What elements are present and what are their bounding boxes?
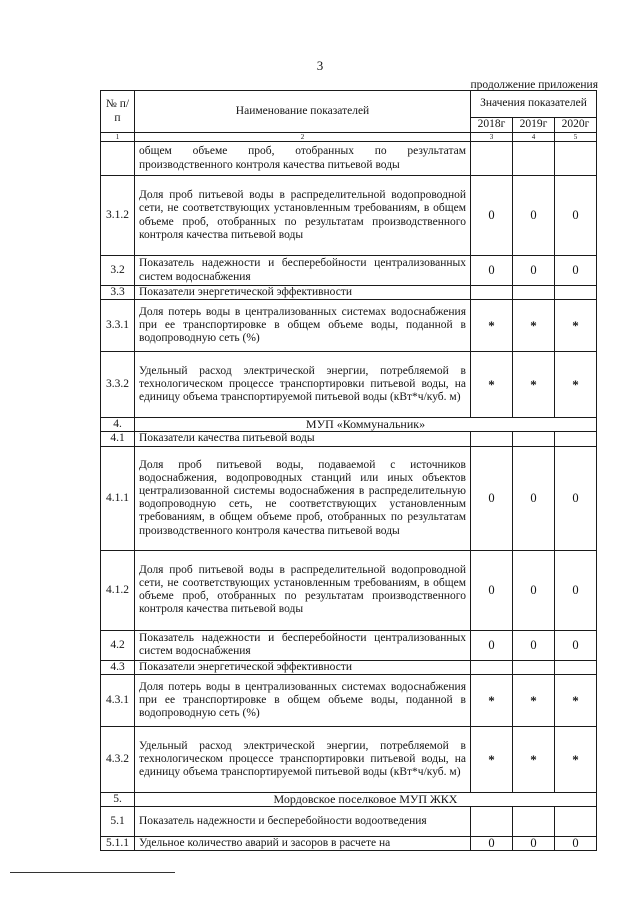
indicator-value: 0 bbox=[471, 837, 513, 851]
table-row bbox=[101, 807, 597, 837]
indicator-name: Доля проб питьевой воды в распределительной водопроводной сети, не соответствующих установленным требованиям, в общем объеме проб, отобранных по результатам производственного контроля качества питьевой воды bbox=[135, 550, 471, 630]
header-values: Значения показателей bbox=[471, 91, 597, 118]
indicator-name: Показатели энергетической эффективности bbox=[135, 660, 471, 674]
row-number: 3.3 bbox=[101, 286, 135, 300]
indicator-value: 0 bbox=[471, 256, 513, 286]
table-body bbox=[101, 142, 597, 851]
indicator-value bbox=[471, 142, 513, 176]
index-cell: 4 bbox=[513, 133, 555, 142]
row-number: 4.1.2 bbox=[101, 550, 135, 630]
indicator-name: Доля проб питьевой воды, подаваемой с источников водоснабжения, водопроводных станций или иных объектов централизованной системы водоснабжения в распределительную водопроводную сеть, не соответствующих установленным требованиям, в общем объеме проб, отобранных по результатам производственного контроля качества питьевой воды bbox=[135, 446, 471, 550]
table-row bbox=[101, 352, 597, 418]
indicator-value: 0 bbox=[513, 630, 555, 660]
indicator-value: * bbox=[555, 300, 597, 352]
indicator-value bbox=[471, 807, 513, 837]
index-cell: 1 bbox=[101, 133, 135, 142]
indicator-value: 0 bbox=[471, 446, 513, 550]
row-number: 5.1 bbox=[101, 807, 135, 837]
index-cell: 5 bbox=[555, 133, 597, 142]
indicator-name: Удельный расход электрической энергии, потребляемой в технологическом процессе транспортировки питьевой воды, на единицу объема транспортируемой питьевой воды (кВт*ч/куб. м) bbox=[135, 726, 471, 792]
indicator-value bbox=[513, 807, 555, 837]
indicator-name: Доля потерь воды в централизованных системах водоснабжения при ее транспортировке в общем объеме воды, поданной в водопроводную сеть (%) bbox=[135, 300, 471, 352]
indicator-value bbox=[513, 286, 555, 300]
indicator-value bbox=[513, 660, 555, 674]
header-year-2018: 2018г bbox=[471, 118, 513, 133]
row-number: 4.1 bbox=[101, 432, 135, 446]
indicator-value: * bbox=[513, 726, 555, 792]
indicator-name: Показатель надежности и бесперебойности централизованных систем водоснабжения bbox=[135, 630, 471, 660]
indicator-name: Доля потерь воды в централизованных системах водоснабжения при ее транспортировке в общем объеме воды, поданной в водопроводную сеть (%) bbox=[135, 674, 471, 726]
indicators-table-wrapper bbox=[100, 90, 596, 851]
continuation-note: продолжение приложения bbox=[470, 79, 598, 91]
row-number: 3.1.2 bbox=[101, 176, 135, 256]
table-row bbox=[101, 256, 597, 286]
indicator-value: 0 bbox=[555, 256, 597, 286]
indicator-value: * bbox=[555, 352, 597, 418]
organization-name: МУП «Коммунальник» bbox=[135, 418, 597, 432]
indicator-value: 0 bbox=[513, 446, 555, 550]
indicator-value bbox=[471, 286, 513, 300]
index-cell: 3 bbox=[471, 133, 513, 142]
indicator-name: Доля проб питьевой воды в распределительной водопроводной сети, не соответствующих установленным требованиям, в общем объеме проб, отобранных по результатам производственного контроля качества питьевой воды bbox=[135, 176, 471, 256]
indicator-value bbox=[471, 432, 513, 446]
indicator-name: Показатели энергетической эффективности bbox=[135, 286, 471, 300]
indicator-value: 0 bbox=[471, 550, 513, 630]
indicator-value: * bbox=[555, 674, 597, 726]
indicator-value: * bbox=[513, 300, 555, 352]
indicator-value bbox=[555, 286, 597, 300]
indicator-value: 0 bbox=[513, 256, 555, 286]
table-row bbox=[101, 418, 597, 432]
row-number bbox=[101, 142, 135, 176]
indicator-value: * bbox=[471, 726, 513, 792]
indicator-value: * bbox=[513, 352, 555, 418]
table-row bbox=[101, 300, 597, 352]
indicator-value: * bbox=[555, 726, 597, 792]
row-number: 5.1.1 bbox=[101, 837, 135, 851]
indicator-value bbox=[471, 660, 513, 674]
indicator-value bbox=[555, 660, 597, 674]
row-number: 3.3.1 bbox=[101, 300, 135, 352]
indicator-value: 0 bbox=[471, 630, 513, 660]
row-number: 4.3 bbox=[101, 660, 135, 674]
indicator-value: * bbox=[471, 352, 513, 418]
table-row bbox=[101, 286, 597, 300]
indicator-value bbox=[555, 807, 597, 837]
table-row bbox=[101, 176, 597, 256]
indicator-value: 0 bbox=[555, 176, 597, 256]
indicator-value bbox=[513, 142, 555, 176]
indicator-value: 0 bbox=[555, 550, 597, 630]
row-number: 5. bbox=[101, 792, 135, 806]
row-number: 4.2 bbox=[101, 630, 135, 660]
indicator-value: 0 bbox=[513, 837, 555, 851]
table-row bbox=[101, 726, 597, 792]
table-row bbox=[101, 446, 597, 550]
indicator-value: 0 bbox=[555, 446, 597, 550]
indicator-value: 0 bbox=[471, 176, 513, 256]
indicator-value bbox=[555, 432, 597, 446]
table-row bbox=[101, 550, 597, 630]
indicator-name: Удельный расход электрической энергии, потребляемой в технологическом процессе транспортировки питьевой воды, на единицу объема транспортируемой питьевой воды (кВт*ч/куб. м) bbox=[135, 352, 471, 418]
indicator-name: Показатель надежности и бесперебойности водоотведения bbox=[135, 807, 471, 837]
header-year-2020: 2020г bbox=[555, 118, 597, 133]
organization-name: Мордовское поселковое МУП ЖКХ bbox=[135, 792, 597, 806]
indicator-name: общем объеме проб, отобранных по результатам производственного контроля качества питьевой воды bbox=[135, 142, 471, 176]
indicator-value: 0 bbox=[555, 630, 597, 660]
indicator-value: 0 bbox=[555, 837, 597, 851]
indicator-value: * bbox=[513, 674, 555, 726]
row-number: 4. bbox=[101, 418, 135, 432]
header-number: № п/п bbox=[101, 91, 135, 133]
indicator-value: 0 bbox=[513, 176, 555, 256]
table-row bbox=[101, 792, 597, 806]
indicator-value: 0 bbox=[513, 550, 555, 630]
indicator-value bbox=[555, 142, 597, 176]
table-row bbox=[101, 837, 597, 851]
table-row bbox=[101, 660, 597, 674]
indicators-table bbox=[100, 90, 597, 851]
indicator-name: Показатель надежности и бесперебойности централизованных систем водоснабжения bbox=[135, 256, 471, 286]
row-number: 3.2 bbox=[101, 256, 135, 286]
row-number: 4.1.1 bbox=[101, 446, 135, 550]
header-year-2019: 2019г bbox=[513, 118, 555, 133]
index-cell: 2 bbox=[135, 133, 471, 142]
table-row bbox=[101, 674, 597, 726]
footnote-rule bbox=[10, 872, 175, 873]
table-row bbox=[101, 142, 597, 176]
header-indicator-name: Наименование показателей bbox=[135, 91, 471, 133]
table-row bbox=[101, 630, 597, 660]
indicator-name: Удельное количество аварий и засоров в расчете на bbox=[135, 837, 471, 851]
indicator-name: Показатели качества питьевой воды bbox=[135, 432, 471, 446]
indicator-value: * bbox=[471, 300, 513, 352]
indicator-value bbox=[513, 432, 555, 446]
indicator-value: * bbox=[471, 674, 513, 726]
row-number: 3.3.2 bbox=[101, 352, 135, 418]
table-row bbox=[101, 432, 597, 446]
row-number: 4.3.1 bbox=[101, 674, 135, 726]
row-number: 4.3.2 bbox=[101, 726, 135, 792]
page-number: 3 bbox=[316, 58, 324, 73]
